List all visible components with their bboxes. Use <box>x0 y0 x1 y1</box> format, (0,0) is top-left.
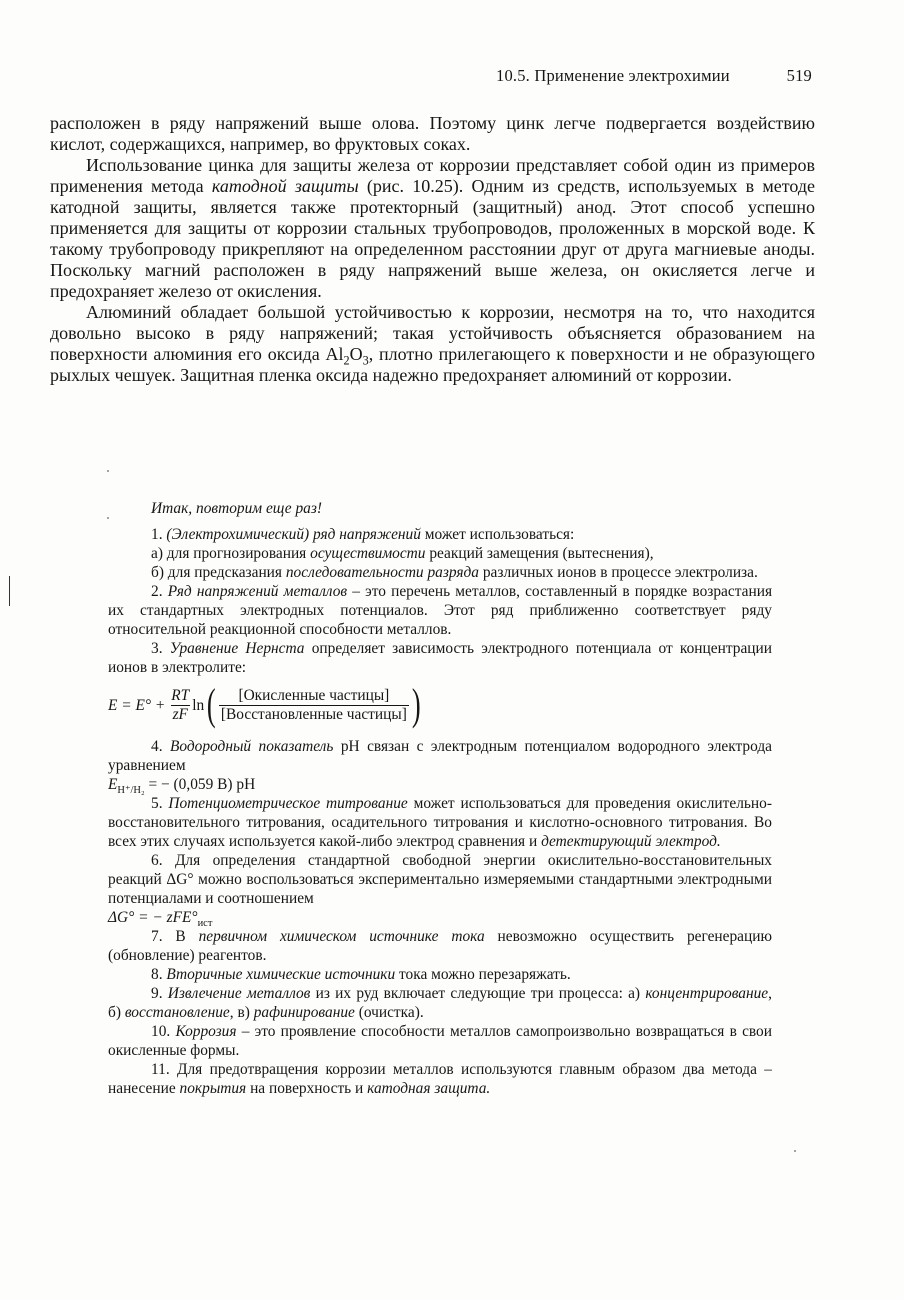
emphasis: катодная защита. <box>367 1080 491 1097</box>
scan-speck <box>794 1150 796 1152</box>
text: В <box>175 928 199 945</box>
summary-item-7 <box>108 927 772 965</box>
emphasis: покрытия <box>179 1080 247 1097</box>
text: может использоваться: <box>420 526 575 543</box>
summary-item-4 <box>108 737 772 775</box>
equation-lhs: E = E° + <box>108 696 166 714</box>
paragraph-1: расположен в ряду напряжений выше олова. Поэтому цинк легче подвергается воздействию кислот, содержащихся, например, во фруктовых соках. <box>50 113 815 154</box>
summary-item-2 <box>108 582 772 639</box>
item-number: 3. <box>151 640 170 657</box>
text: Алюминий обладает большой устойчивостью к коррозии, несмотря на то, что находится довольно высоко в ряду напряжений; такая устойчивость объясняется образованием на поверхности алюминия его оксида Al <box>50 302 815 364</box>
text: определяет зависимость электродного потенциала от концентрации ионов в электролите: <box>108 640 772 676</box>
ln-operator: ln <box>192 696 205 714</box>
text: , в) <box>229 1004 254 1021</box>
summary-item-5 <box>108 794 772 851</box>
emphasis: первичном химическом источнике тока <box>198 928 485 945</box>
numerator: RT <box>171 686 190 704</box>
item-number: 6. <box>151 852 175 869</box>
summary-item-1 <box>108 525 772 544</box>
summary-item-1b <box>108 563 772 582</box>
text: O <box>349 344 363 364</box>
running-head <box>496 66 812 86</box>
text: (очистка). <box>354 1004 424 1021</box>
summary-item-3 <box>108 639 772 677</box>
subscript: H⁺/H₂ <box>117 785 145 797</box>
text: , плотно прилегающего к поверхности и не образующего рыхлых чешуек. Защитная пленка оксида надежно предохраняет алюминий от коррозии. <box>50 344 816 385</box>
emphasis: рафинирование <box>253 1004 355 1021</box>
emphasis: концентрирование <box>645 985 769 1002</box>
text: тока можно перезаряжать. <box>395 966 571 983</box>
nernst-equation <box>108 679 772 731</box>
text: невозможно осуществить регенерацию (обновление) реагентов. <box>108 928 772 964</box>
scan-speck <box>107 517 109 519</box>
text: различных ионов в процессе электролиза. <box>479 564 758 581</box>
margin-mark <box>9 576 10 606</box>
text: реакций замещения (вытеснения), <box>425 545 654 562</box>
item-number: 2. <box>151 583 168 600</box>
equation-symbol: E <box>108 776 118 793</box>
text: б) для предсказания <box>151 564 286 581</box>
emphasis: Коррозия <box>175 1023 237 1040</box>
item-number: 8. <box>151 966 167 983</box>
summary-item-10 <box>108 1022 772 1060</box>
numerator: [Окисленные частицы] <box>238 686 390 704</box>
text: (рис. 10.25). Одним из средств, используемых в методе катодной защиты, является также протекторный (защитный) анод. Этот способ успешно применяется для защиты от коррозии стальных трубопроводов, проложенных в морской воде. К такому трубопроводу прикрепляют на определенном расстоянии друг от друга магниевые аноды. Поскольку магний расположен в ряду напряжений выше железа, он окисляется легче и предохраняет железо от окисления. <box>50 176 815 301</box>
text: Для предотвращения коррозии металлов используются главным образом два метода – нанесение <box>108 1061 772 1097</box>
left-paren: ( <box>207 680 216 729</box>
fraction-rt-zf <box>169 687 191 724</box>
item-number: 9. <box>151 985 168 1002</box>
right-paren: ) <box>411 680 421 729</box>
denominator: [Восстановленные частицы] <box>220 705 407 723</box>
equation: ΔG° = − zFE° <box>108 909 198 926</box>
gibbs-equation <box>108 908 772 930</box>
emphasis: восстановление <box>124 1004 230 1021</box>
subscript: 3 <box>362 353 369 368</box>
summary-box <box>108 499 772 1098</box>
text: – это проявление способности металлов самопроизвольно возвращаться в свои окисленные формы. <box>108 1023 772 1059</box>
denominator: zF <box>172 705 188 723</box>
emphasis: катодной защиты <box>211 176 359 196</box>
paragraph-3 <box>50 302 815 386</box>
emphasis: Уравнение Нернста <box>169 640 305 657</box>
summary-title: Итак, повторим еще раз! <box>151 500 322 517</box>
item-number: 1. <box>151 526 167 543</box>
paragraph-2 <box>50 155 815 302</box>
subscript: ист <box>197 918 213 930</box>
item-number: 10. <box>151 1023 176 1040</box>
text: из их руд включает следующие три процесса: а) <box>310 985 646 1002</box>
text: , б) <box>108 985 772 1021</box>
summary-item-9 <box>108 984 772 1022</box>
text: может использоваться для проведения окислительно-восстановительного титрования, осадительного титрования и кислотно-основного титрования. Во всех этих случаях используется какой-либо электрод сравнения и <box>108 795 772 850</box>
emphasis: детектирующий электрод. <box>541 833 721 850</box>
page-number: 519 <box>786 66 812 85</box>
emphasis: Вторичные химические источники <box>166 966 396 983</box>
item-number: 7. <box>151 928 176 945</box>
text: а) для прогнозирования <box>151 545 311 562</box>
text: Использование цинка для защиты железа от коррозии представляет собой один из примеров применения метода <box>50 155 815 196</box>
text: на поверхность и <box>246 1080 368 1097</box>
item-number: 4. <box>151 738 170 755</box>
text: Для определения стандартной свободной энергии окислительно-восстановительных реакций ΔG° можно воспользоваться экспериментально измеряемыми стандартными электродными потенциалами и соотношением <box>108 852 772 907</box>
ph-equation <box>108 775 772 797</box>
text: – это перечень металлов, составленный в порядке возрастания их стандартных электродных потенциалов. Этот ряд приближенно соответствует ряду относительной реакционной способности металлов. <box>108 583 773 638</box>
emphasis: (Электрохимический) ряд напряжений <box>166 526 421 543</box>
emphasis: осуществимости <box>310 545 426 562</box>
section-title: 10.5. Применение электрохимии <box>496 66 730 85</box>
emphasis: последовательности разряда <box>285 564 479 581</box>
item-number: 11. <box>151 1061 177 1078</box>
text: pH связан с электродным потенциалом водородного электрода уравнением <box>108 738 773 774</box>
emphasis: Ряд напряжений металлов <box>167 583 348 600</box>
main-text <box>50 113 815 386</box>
summary-item-6 <box>108 851 772 908</box>
scan-speck <box>107 470 109 472</box>
summary-item-8 <box>108 965 772 984</box>
emphasis: Водородный показатель <box>169 738 334 755</box>
subscript: 2 <box>343 353 350 368</box>
summary-item-1a <box>108 544 772 563</box>
emphasis: Потенциометрическое титрование <box>168 795 408 812</box>
equation-rhs: = − (0,059 В) pH <box>144 776 256 793</box>
emphasis: Извлечение металлов <box>167 985 311 1002</box>
summary-item-11 <box>108 1060 772 1098</box>
item-number: 5. <box>151 795 169 812</box>
fraction-concentrations <box>219 687 409 724</box>
